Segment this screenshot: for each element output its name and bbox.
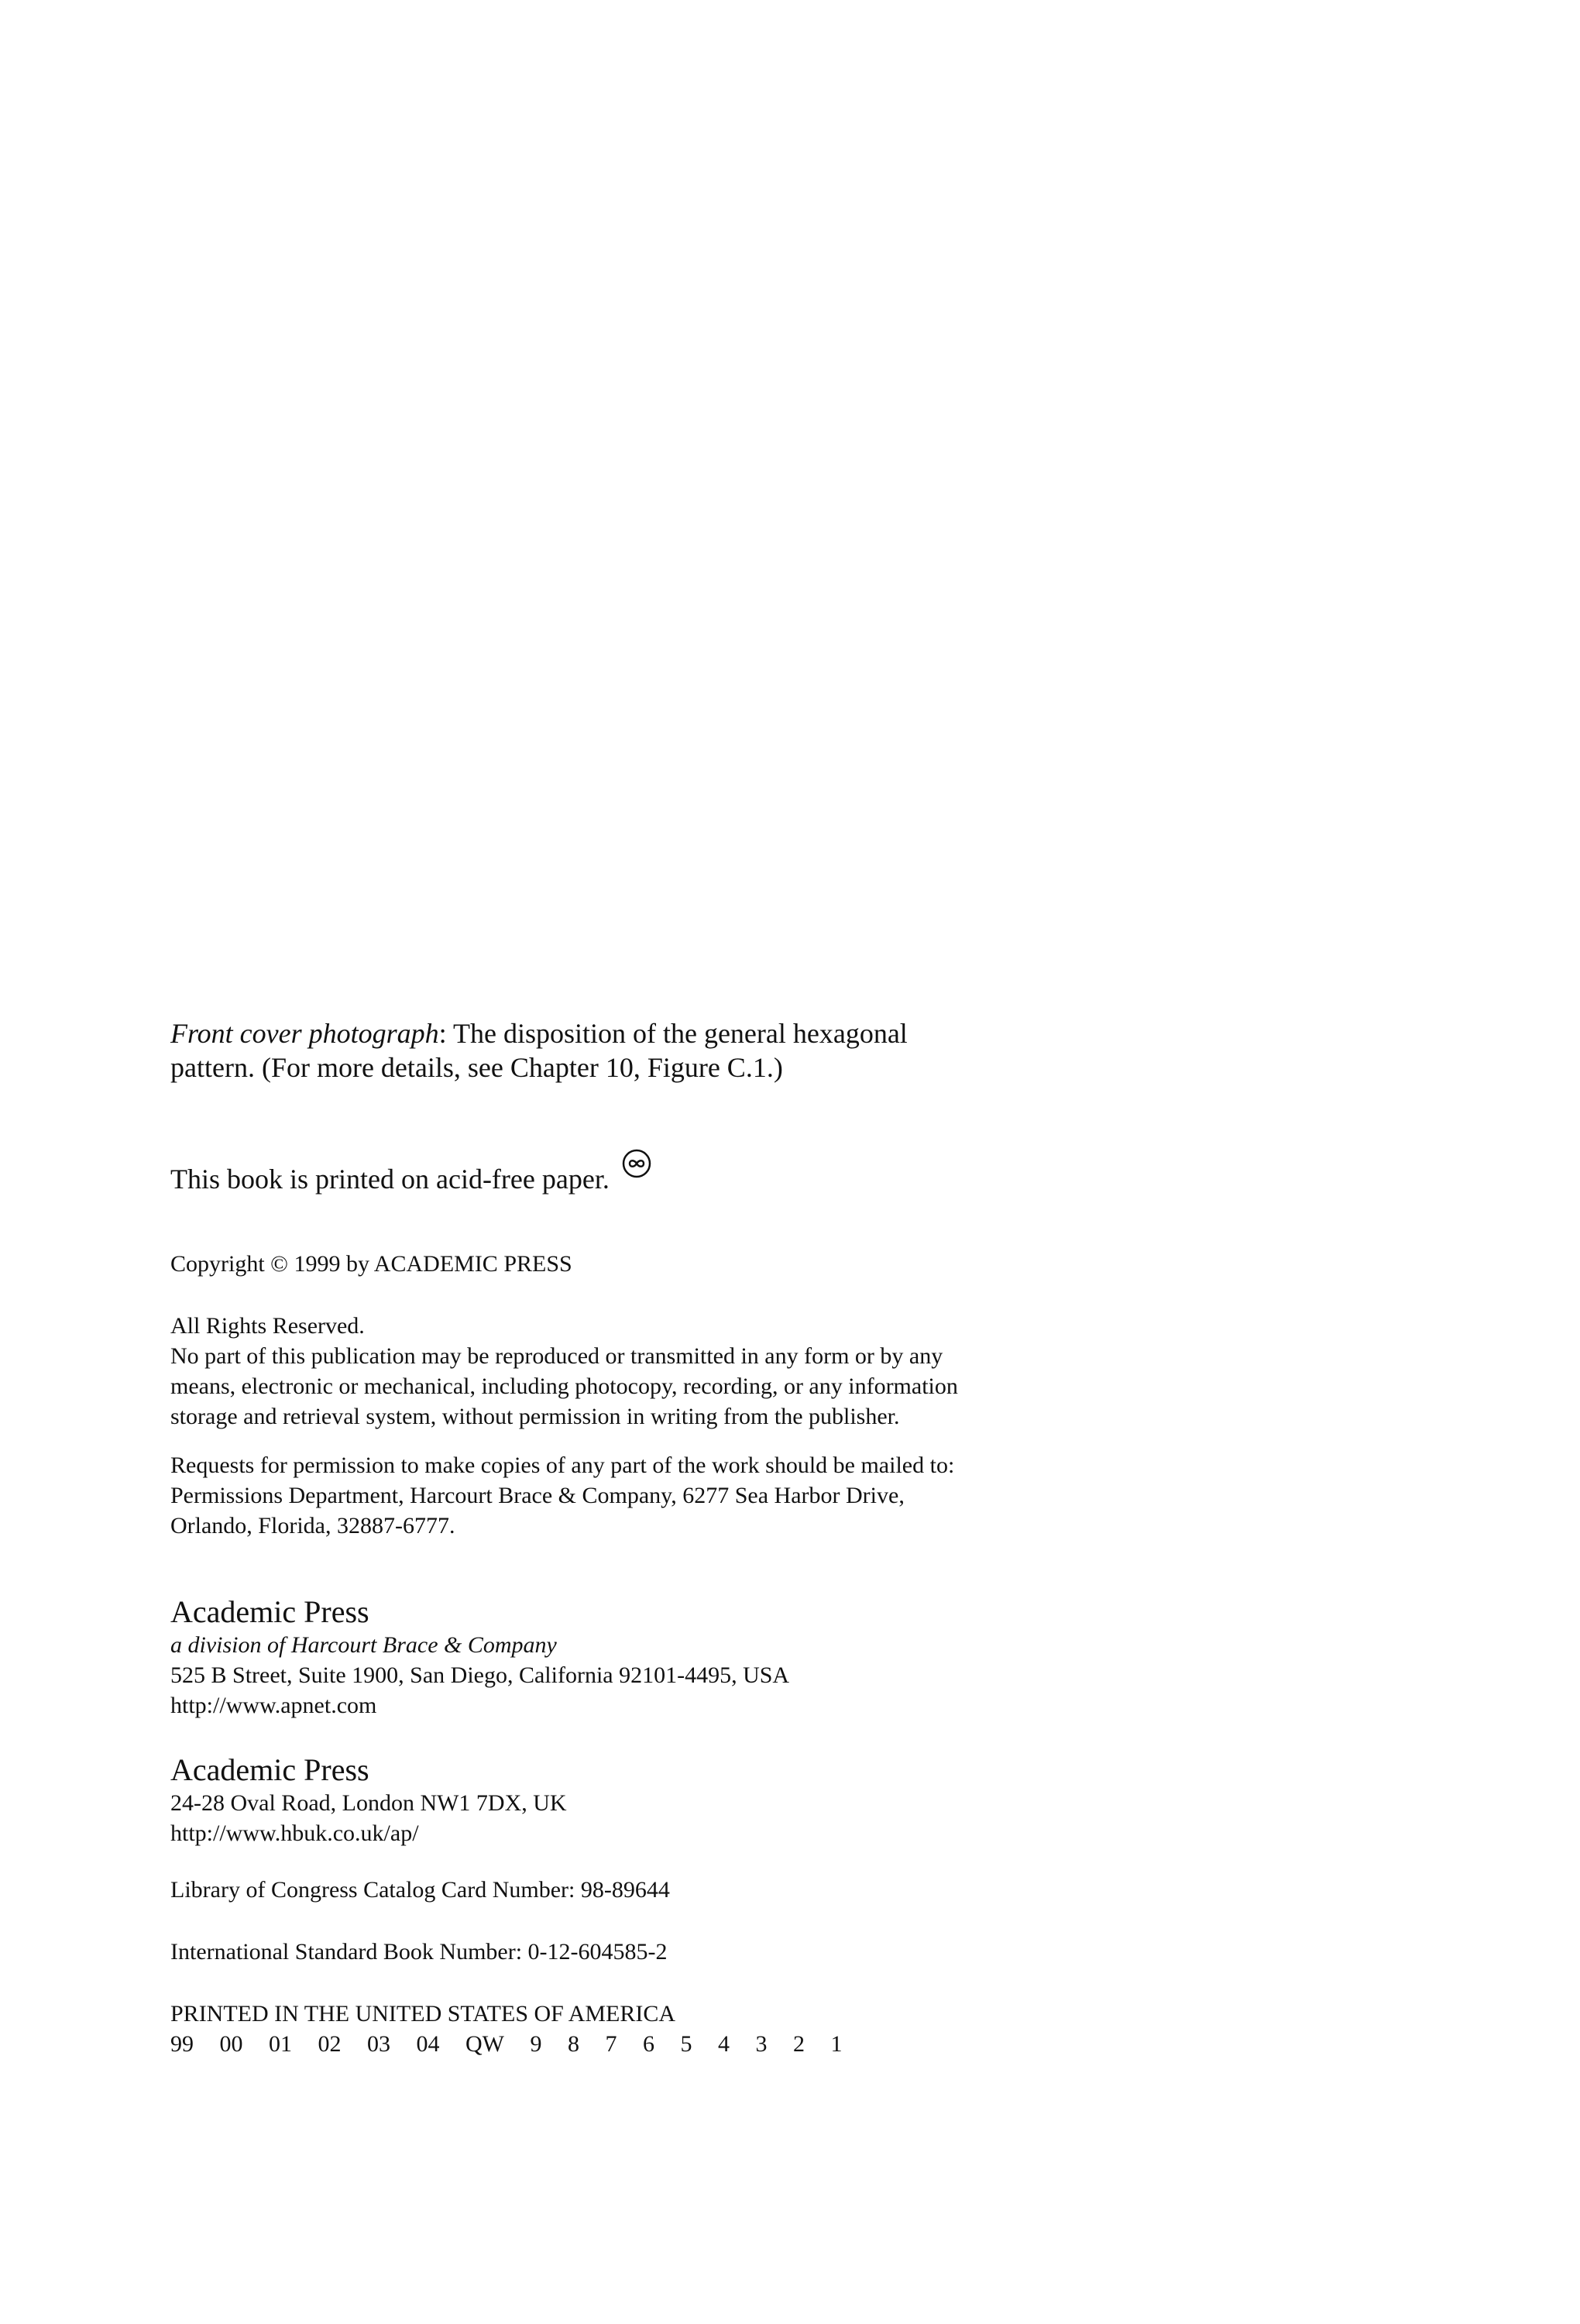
publisher-uk <box>170 1752 567 1848</box>
print-line-item: 4 <box>717 2031 730 2057</box>
requests-line: Orlando, Florida, 32887-6777. <box>170 1513 455 1538</box>
print-line-item: 1 <box>830 2031 843 2057</box>
cover-note-line-2: pattern. (For more details, see Chapter 10, Figure C.1.) <box>170 1052 783 1083</box>
rights-notice <box>170 1311 958 1432</box>
rights-line: storage and retrieval system, without permission in writing from the publisher. <box>170 1404 900 1429</box>
rights-line: No part of this publication may be reproduced or transmitted in any form or by any <box>170 1343 943 1369</box>
print-line-item: 01 <box>269 2031 292 2057</box>
permission-requests <box>170 1450 954 1541</box>
rights-heading: All Rights Reserved. <box>170 1313 365 1339</box>
print-line-item: QW <box>465 2031 504 2057</box>
publisher-us-division: a division of Harcourt Brace & Company <box>170 1632 557 1658</box>
requests-line: Permissions Department, Harcourt Brace & Company, 6277 Sea Harbor Drive, <box>170 1483 905 1508</box>
print-line-item: 8 <box>567 2031 579 2057</box>
isbn: International Standard Book Number: 0-12-604585-2 <box>170 1939 668 1965</box>
print-line-item: 03 <box>367 2031 390 2057</box>
rights-line: means, electronic or mechanical, including photocopy, recording, or any information <box>170 1373 958 1399</box>
cover-note-label: Front cover photograph <box>170 1018 439 1049</box>
publisher-us-url: http://www.apnet.com <box>170 1693 377 1718</box>
print-line-item: 2 <box>792 2031 805 2057</box>
library-of-congress-number: Library of Congress Catalog Card Number: 98-89644 <box>170 1877 670 1903</box>
acid-free-note <box>170 1148 652 1196</box>
cover-note-text-1: : The disposition of the general hexagonal <box>438 1018 908 1049</box>
requests-line: Requests for permission to make copies of any part of the work should be mailed to: <box>170 1452 955 1478</box>
publisher-us-address: 525 B Street, Suite 1900, San Diego, California 92101-4495, USA <box>170 1662 790 1688</box>
print-line-item: 99 <box>170 2031 194 2057</box>
print-line-item: 02 <box>318 2031 342 2057</box>
print-line-item: 3 <box>755 2031 768 2057</box>
print-line <box>170 2029 862 2059</box>
copyright-notice: Copyright © 1999 by ACADEMIC PRESS <box>170 1251 572 1277</box>
print-line-item: 6 <box>642 2031 654 2057</box>
print-line-item: 9 <box>530 2031 542 2057</box>
publisher-uk-name: Academic Press <box>170 1752 369 1787</box>
publisher-uk-address: 24-28 Oval Road, London NW1 7DX, UK <box>170 1790 567 1816</box>
print-line-item: 7 <box>605 2031 617 2057</box>
printed-in-notice: PRINTED IN THE UNITED STATES OF AMERICA <box>170 2001 676 2027</box>
print-line-item: 00 <box>219 2031 243 2057</box>
print-line-item: 04 <box>416 2031 440 2057</box>
cover-note-line-1 <box>170 1016 908 1050</box>
print-line-item: 5 <box>680 2031 692 2057</box>
acid-free-text: This book is printed on acid-free paper. <box>170 1164 610 1195</box>
cover-photograph-note <box>170 1016 908 1085</box>
publisher-us <box>170 1594 789 1721</box>
publisher-us-name: Academic Press <box>170 1594 369 1629</box>
infinity-circle-icon <box>621 1148 652 1179</box>
publisher-uk-url: http://www.hbuk.co.uk/ap/ <box>170 1820 419 1846</box>
